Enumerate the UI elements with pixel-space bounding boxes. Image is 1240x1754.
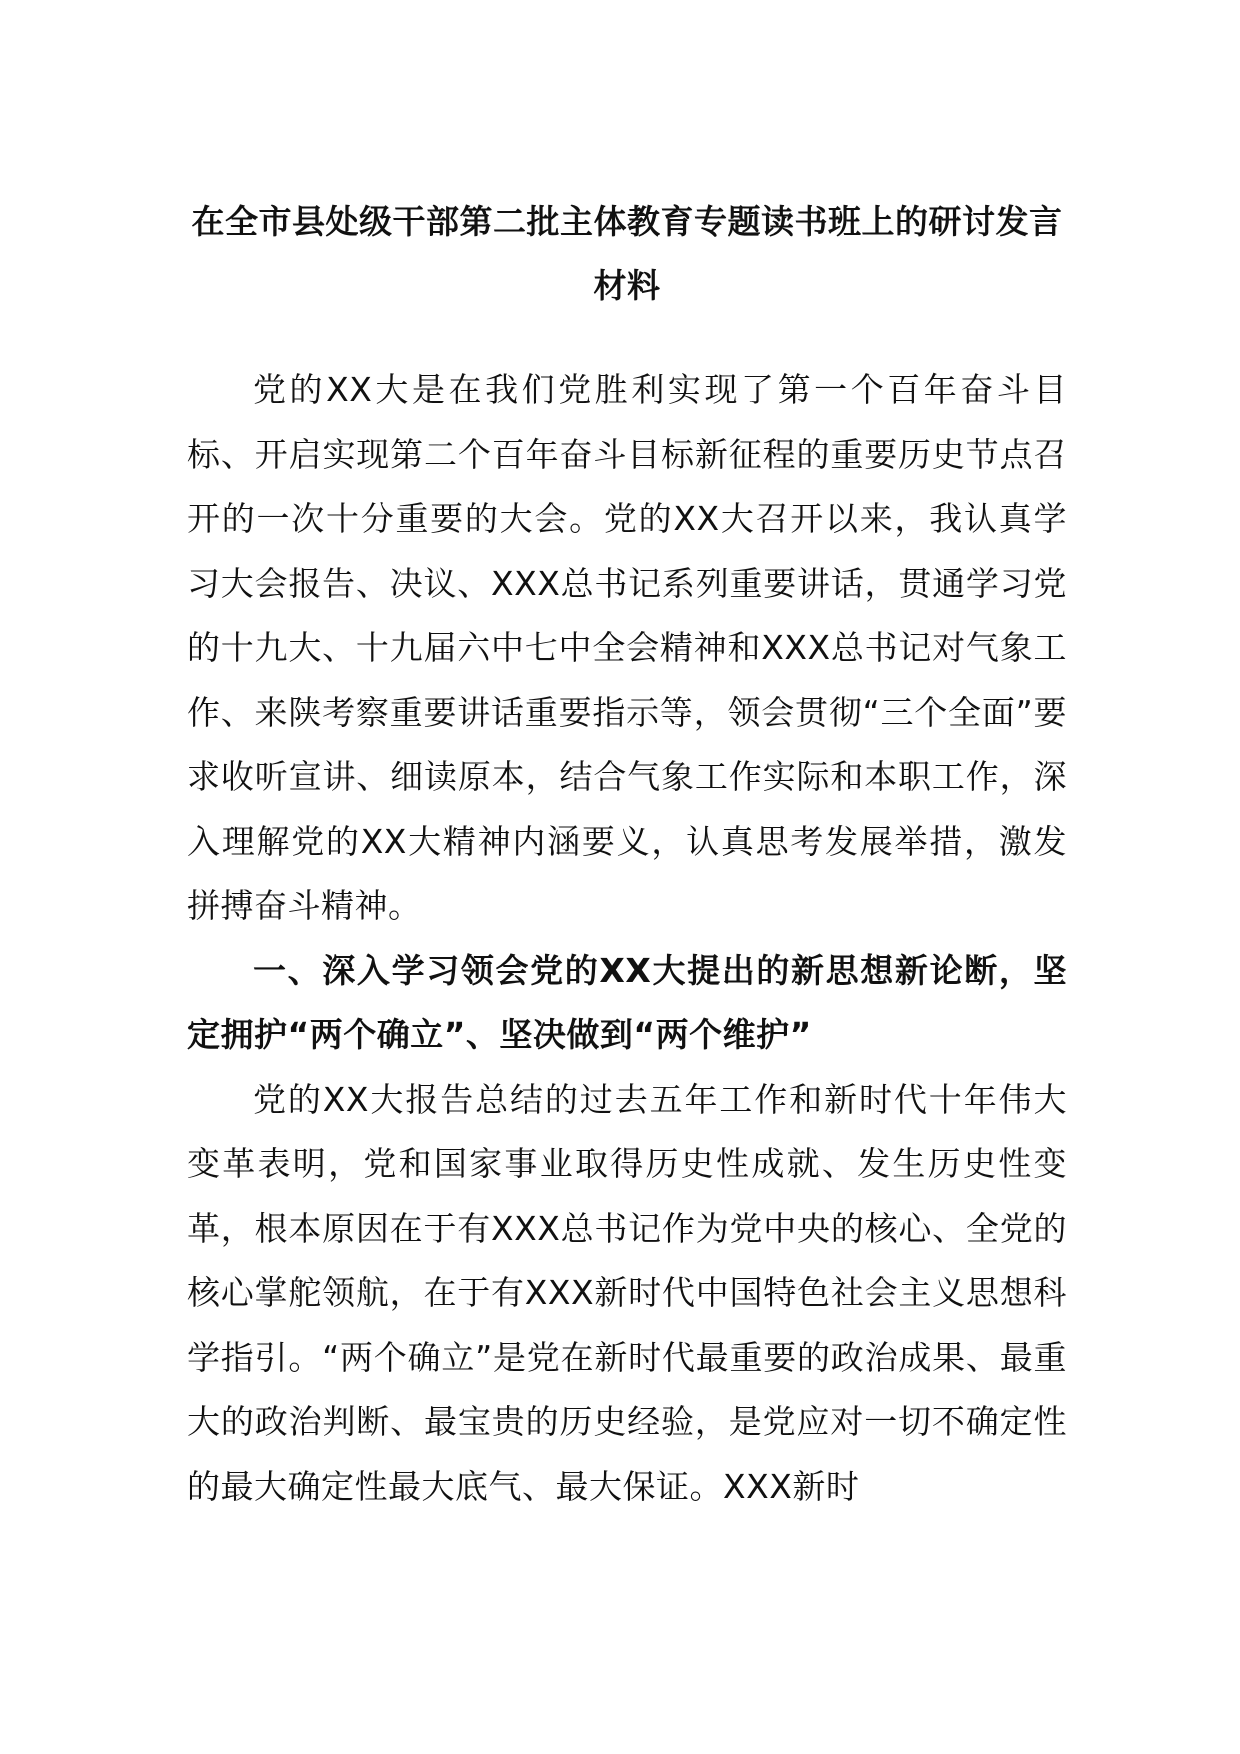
intro-paragraph: 党的XX大是在我们党胜利实现了第一个百年奋斗目标、开启实现第二个百年奋斗目标新征程的重要历史节点召开的一次十分重要的大会。党的XX大召开以来，我认真学习大会报告、决议、XXX总书记系列重要讲话，贯通学习党的十九大、十九届六中七中全会精神和XXX总书记对气象工作、来陕考察重要讲话重要指示等，领会贯彻“三个全面”要求收听宣讲、细读原本，结合气象工作实际和本职工作，深入理解党的XX大精神内涵要义，认真思考发展举措，激发拼搏奋斗精神。 [187, 370, 1067, 925]
section-heading-1: 一、深入学习领会党的XX大提出的新思想新论断，坚定拥护“两个确立”、坚决做到“两个维护” [187, 950, 1067, 1054]
section-1-paragraph: 党的XX大报告总结的过去五年工作和新时代十年伟大变革表明，党和国家事业取得历史性成就、发生历史性变革，根本原因在于有XXX总书记作为党中央的核心、全党的核心掌舵领航，在于有XXX新时代中国特色社会主义思想科学指引。“两个确立”是党在新时代最重要的政治成果、最重大的政治判断、最宝贵的历史经验，是党应对一切不确定性的最大确定性最大底气、最大保证。XXX新时 [187, 1079, 1067, 1506]
document-title: 在全市县处级干部第二批主体教育专题读书班上的研讨发言材料 [191, 202, 1063, 305]
document-page [187, 190, 1067, 1519]
document-body [187, 358, 1067, 1519]
